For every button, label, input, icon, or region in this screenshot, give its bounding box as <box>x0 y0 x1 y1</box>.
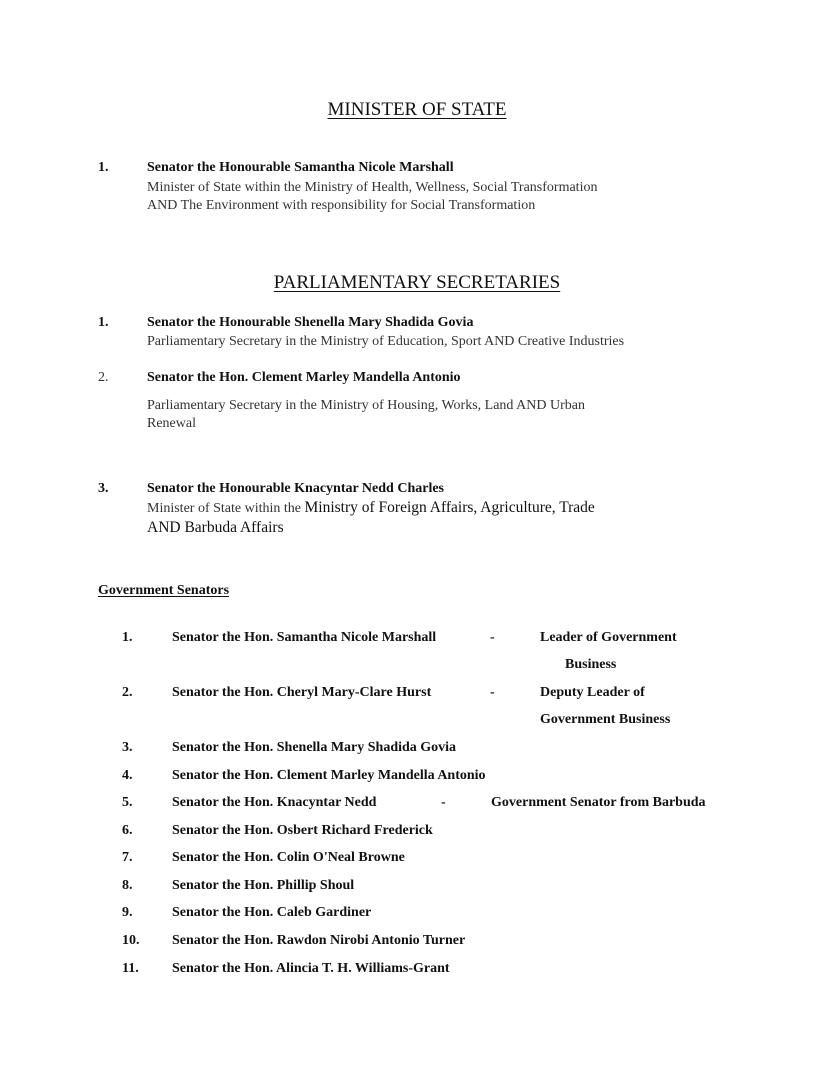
ps-entry-description-rest: Ministry of Foreign Affairs, Agriculture, Trade <box>304 499 595 516</box>
ps-entry-name: Senator the Honourable Knacyntar Nedd Charles <box>147 481 444 496</box>
mos-entry-number: 1. <box>98 160 109 175</box>
gs-role-continued: Business <box>565 657 617 672</box>
minister-of-state-heading: MINISTER OF STATE <box>327 99 507 120</box>
gs-number: 1. <box>122 630 133 645</box>
gs-name: Senator the Hon. Colin O'Neal Browne <box>172 850 405 865</box>
gs-number: 11. <box>122 961 139 976</box>
gs-dash: - <box>441 795 446 810</box>
gs-name: Senator the Hon. Cheryl Mary-Clare Hurst <box>172 685 432 700</box>
gs-name: Senator the Hon. Caleb Gardiner <box>172 905 372 920</box>
gs-number: 4. <box>122 768 133 783</box>
gs-dash: - <box>490 630 495 645</box>
gs-name: Senator the Hon. Knacyntar Nedd <box>172 795 377 810</box>
gs-name: Senator the Hon. Rawdon Nirobi Antonio Turner <box>172 933 466 948</box>
gs-role-continued: Government Business <box>540 712 671 727</box>
gs-role: Leader of Government <box>540 630 677 645</box>
gs-dash: - <box>490 685 495 700</box>
gs-name: Senator the Hon. Osbert Richard Frederick <box>172 823 433 838</box>
gs-number: 3. <box>122 740 133 755</box>
mos-entry-description-line: AND The Environment with responsibility for Social Transformation <box>147 198 536 213</box>
gs-number: 8. <box>122 878 133 893</box>
ps-entry-description-line: Renewal <box>147 416 196 431</box>
gs-name: Senator the Hon. Phillip Shoul <box>172 878 355 893</box>
gs-number: 9. <box>122 905 133 920</box>
gs-number: 7. <box>122 850 133 865</box>
gs-name: Senator the Hon. Samantha Nicole Marshall <box>172 630 437 645</box>
ps-entry-description-line <box>147 498 595 518</box>
gs-name: Senator the Hon. Alincia T. H. Williams-Grant <box>172 961 450 976</box>
gs-role: Deputy Leader of <box>540 685 645 700</box>
gs-number: 2. <box>122 685 133 700</box>
ps-entry-description-line: Parliamentary Secretary in the Ministry of Education, Sport AND Creative Industries <box>147 334 625 349</box>
ps-entry-number: 2. <box>98 370 109 385</box>
gs-name: Senator the Hon. Shenella Mary Shadida Govia <box>172 740 457 755</box>
ps-entry-number: 1. <box>98 315 109 330</box>
gs-number: 6. <box>122 823 133 838</box>
mos-entry-name: Senator the Honourable Samantha Nicole Marshall <box>147 160 454 175</box>
gs-role: Government Senator from Barbuda <box>491 795 706 810</box>
government-senators-heading: Government Senators <box>98 583 230 598</box>
gs-name: Senator the Hon. Clement Marley Mandella Antonio <box>172 768 486 783</box>
ps-entry-name: Senator the Hon. Clement Marley Mandella Antonio <box>147 370 461 385</box>
gs-number: 5. <box>122 795 133 810</box>
parliamentary-secretaries-heading: PARLIAMENTARY SECRETARIES <box>273 272 561 293</box>
ps-entry-name: Senator the Honourable Shenella Mary Shadida Govia <box>147 315 474 330</box>
ps-entry-description-line: Parliamentary Secretary in the Ministry of Housing, Works, Land AND Urban <box>147 398 585 413</box>
ps-entry-description-prefix: Minister of State within the <box>147 501 305 516</box>
ps-entry-description-line: AND Barbuda Affairs <box>147 519 284 536</box>
gs-number: 10. <box>122 933 140 948</box>
mos-entry-description-line: Minister of State within the Ministry of Health, Wellness, Social Transformation <box>147 180 598 195</box>
ps-entry-number: 3. <box>98 481 109 496</box>
